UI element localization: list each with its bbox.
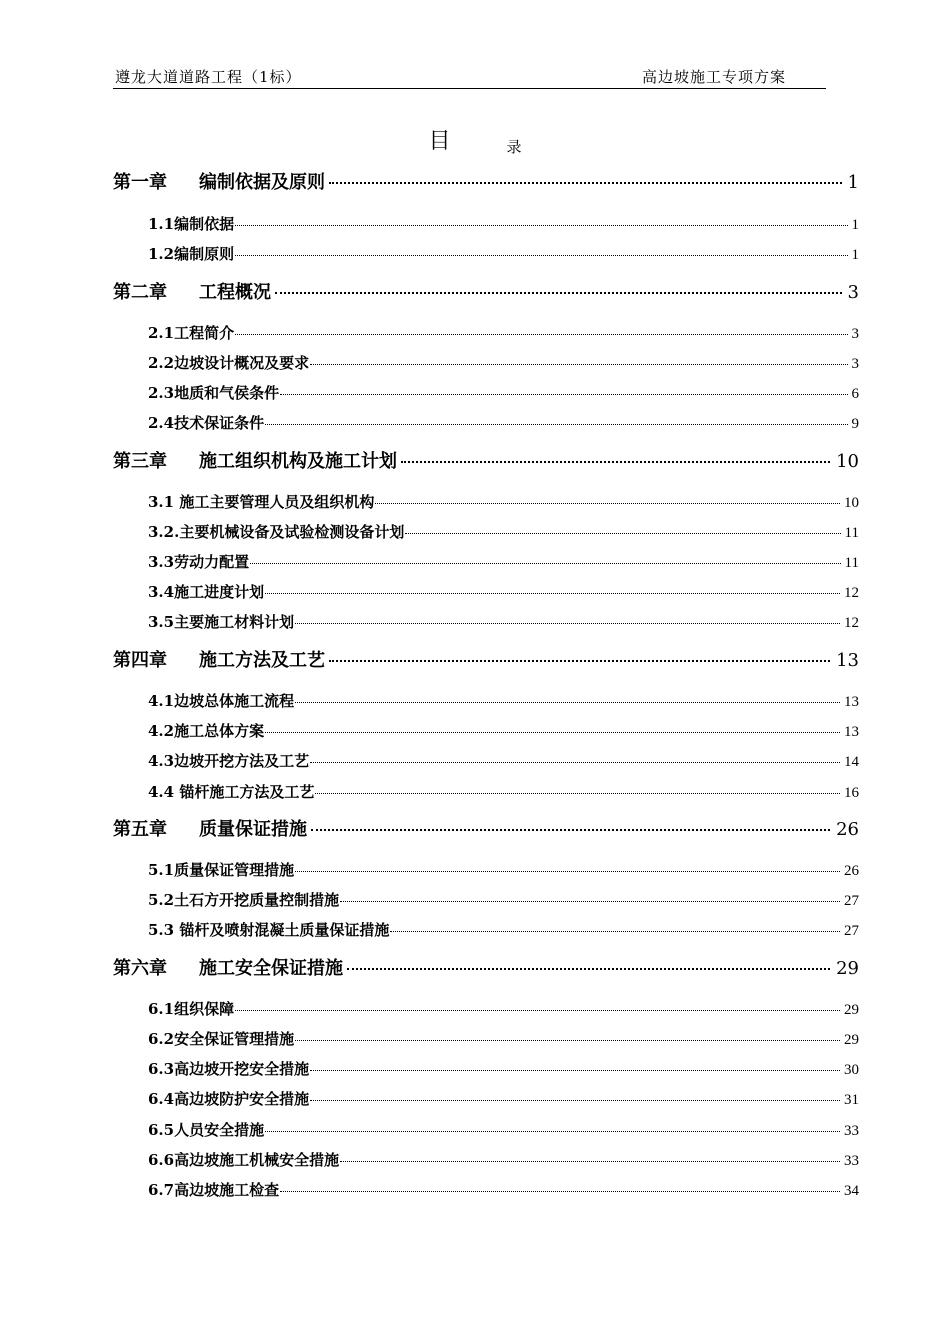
- dot-leader: [265, 424, 847, 425]
- toc-section-entry[interactable]: [148, 998, 859, 1019]
- section-title: 3.2.主要机械设备及试验检测设备计划: [148, 523, 405, 541]
- section-title: 5.1质量保证管理措施: [148, 861, 295, 879]
- toc-chapter-entry[interactable]: [113, 447, 859, 473]
- dot-leader: [250, 563, 840, 564]
- toc-section-entry[interactable]: [148, 859, 859, 880]
- page-number: 12: [844, 615, 859, 631]
- page-number: 13: [844, 694, 859, 710]
- page-number: 29: [836, 958, 859, 979]
- section-title: 4.2施工总体方案: [148, 722, 265, 740]
- chapter-number: 第三章: [113, 451, 167, 472]
- page-number: 1: [851, 217, 859, 233]
- page-number: 11: [844, 555, 859, 571]
- toc-section-entry[interactable]: [148, 1149, 859, 1170]
- page-number: 3: [847, 282, 859, 303]
- page-number: 33: [844, 1123, 859, 1139]
- toc-chapter-entry[interactable]: [113, 278, 859, 304]
- section-title: 2.3地质和气侯条件: [148, 384, 280, 402]
- page-number: 3: [851, 326, 859, 342]
- dot-leader: [295, 1040, 840, 1041]
- toc-section-entry[interactable]: [148, 1088, 859, 1109]
- page-number: 3: [851, 356, 859, 372]
- dot-leader: [340, 901, 840, 902]
- chapter-number: 第五章: [113, 819, 167, 840]
- toc-section-entry[interactable]: [148, 1179, 859, 1200]
- section-title: 6.3高边坡开挖安全措施: [148, 1060, 310, 1078]
- toc-section-entry[interactable]: [148, 690, 859, 711]
- toc-section-entry[interactable]: [148, 919, 859, 940]
- dot-leader: [405, 533, 840, 534]
- chapter-title: 施工组织机构及施工计划: [199, 451, 397, 472]
- toc-section-entry[interactable]: [148, 243, 859, 264]
- section-title: 4.1边坡总体施工流程: [148, 692, 295, 710]
- dot-leader: [310, 762, 840, 763]
- section-title: 6.6高边坡施工机械安全措施: [148, 1151, 340, 1169]
- dot-leader: [390, 931, 840, 932]
- page-number: 16: [844, 785, 859, 801]
- section-title: 3.3劳动力配置: [148, 553, 250, 571]
- dot-leader: [295, 702, 840, 703]
- dot-leader: [235, 255, 847, 256]
- page-number: 29: [844, 1032, 859, 1048]
- toc-chapter-entry[interactable]: [113, 815, 859, 841]
- page-number: 33: [844, 1153, 859, 1169]
- page-number: 31: [844, 1092, 859, 1108]
- section-title: 3.5主要施工材料计划: [148, 613, 295, 631]
- dot-leader: [347, 968, 830, 970]
- dot-leader: [295, 623, 840, 624]
- toc-section-entry[interactable]: [148, 322, 859, 343]
- toc-title-char-2: 录: [506, 138, 522, 156]
- dot-leader: [295, 871, 840, 872]
- page-number: 10: [844, 495, 859, 511]
- section-title: 2.1工程简介: [148, 324, 235, 342]
- dot-leader: [265, 1131, 840, 1132]
- dot-leader: [340, 1161, 840, 1162]
- toc-section-entry[interactable]: [148, 382, 859, 403]
- section-title: 5.3 锚杆及喷射混凝土质量保证措施: [148, 921, 390, 939]
- dot-leader: [280, 1191, 840, 1192]
- toc-section-entry[interactable]: [148, 521, 859, 542]
- page-number: 11: [844, 525, 859, 541]
- dot-leader: [235, 225, 847, 226]
- toc-section-entry[interactable]: [148, 1119, 859, 1140]
- dot-leader: [310, 1070, 840, 1071]
- toc-section-entry[interactable]: [148, 720, 859, 741]
- section-title: 1.1编制依据: [148, 215, 235, 233]
- chapter-number: 第一章: [113, 172, 167, 193]
- section-title: 6.4高边坡防护安全措施: [148, 1090, 310, 1108]
- dot-leader: [310, 364, 847, 365]
- section-title: 1.2编制原则: [148, 245, 235, 263]
- toc-section-entry[interactable]: [148, 581, 859, 602]
- toc-chapter-entry[interactable]: [113, 954, 859, 980]
- dot-leader: [265, 593, 840, 594]
- dot-leader: [375, 503, 840, 504]
- dot-leader: [401, 461, 830, 463]
- section-title: 2.4技术保证条件: [148, 414, 265, 432]
- page-number: 10: [836, 451, 859, 472]
- toc-chapter-entry[interactable]: [113, 646, 859, 672]
- toc-section-entry[interactable]: [148, 412, 859, 433]
- toc-section-entry[interactable]: [148, 1058, 859, 1079]
- dot-leader: [235, 334, 847, 335]
- page-number: 26: [836, 819, 859, 840]
- page-number: 27: [844, 923, 859, 939]
- chapter-number: 第四章: [113, 650, 167, 671]
- dot-leader: [265, 732, 840, 733]
- dot-leader: [275, 292, 842, 294]
- toc-section-entry[interactable]: [148, 611, 859, 632]
- chapter-title: 工程概况: [199, 282, 271, 303]
- section-title: 6.7高边坡施工检查: [148, 1181, 280, 1199]
- chapter-title: 施工安全保证措施: [199, 958, 343, 979]
- toc-section-entry[interactable]: [148, 213, 859, 234]
- page-number: 34: [844, 1183, 859, 1199]
- section-title: 4.4 锚杆施工方法及工艺: [148, 783, 315, 801]
- page-number: 1: [851, 247, 859, 263]
- page-number: 26: [844, 863, 859, 879]
- page-number: 13: [844, 724, 859, 740]
- section-title: 6.1组织保障: [148, 1000, 235, 1018]
- section-title: 4.3边坡开挖方法及工艺: [148, 752, 310, 770]
- dot-leader: [280, 394, 847, 395]
- page-number: 29: [844, 1002, 859, 1018]
- dot-leader: [315, 793, 840, 794]
- toc-section-entry[interactable]: [148, 551, 859, 572]
- page-number: 12: [844, 585, 859, 601]
- header-project-name: 遵龙大道道路工程（1标）: [115, 68, 302, 86]
- dot-leader: [235, 1010, 840, 1011]
- section-title: 3.4施工进度计划: [148, 583, 265, 601]
- chapter-title: 质量保证措施: [199, 819, 307, 840]
- toc-section-entry[interactable]: [148, 889, 859, 910]
- page-number: 13: [836, 650, 859, 671]
- chapter-title: 编制依据及原则: [199, 172, 325, 193]
- section-title: 2.2边坡设计概况及要求: [148, 354, 310, 372]
- page-number: 6: [851, 386, 859, 402]
- dot-leader: [310, 1100, 840, 1101]
- toc-section-entry[interactable]: [148, 491, 859, 512]
- section-title: 6.2安全保证管理措施: [148, 1030, 295, 1048]
- section-title: 5.2土石方开挖质量控制措施: [148, 891, 340, 909]
- section-title: 6.5人员安全措施: [148, 1121, 265, 1139]
- toc-title-char-1: 目: [428, 129, 451, 154]
- toc-section-entry[interactable]: [148, 1028, 859, 1049]
- page-number: 30: [844, 1062, 859, 1078]
- page-number: 27: [844, 893, 859, 909]
- page-number: 9: [851, 416, 859, 432]
- dot-leader: [329, 660, 830, 662]
- page-number: 1: [847, 172, 859, 193]
- dot-leader: [311, 829, 830, 831]
- toc-section-entry[interactable]: [148, 750, 859, 771]
- toc-section-entry[interactable]: [148, 352, 859, 373]
- chapter-number: 第六章: [113, 958, 167, 979]
- chapter-number: 第二章: [113, 282, 167, 303]
- page-number: 14: [844, 754, 859, 770]
- toc-chapter-entry[interactable]: [113, 168, 859, 194]
- toc-section-entry[interactable]: [148, 781, 859, 802]
- dot-leader: [329, 182, 842, 184]
- header-document-title: 高边坡施工专项方案: [641, 68, 786, 86]
- section-title: 3.1 施工主要管理人员及组织机构: [148, 493, 375, 511]
- chapter-title: 施工方法及工艺: [199, 650, 325, 671]
